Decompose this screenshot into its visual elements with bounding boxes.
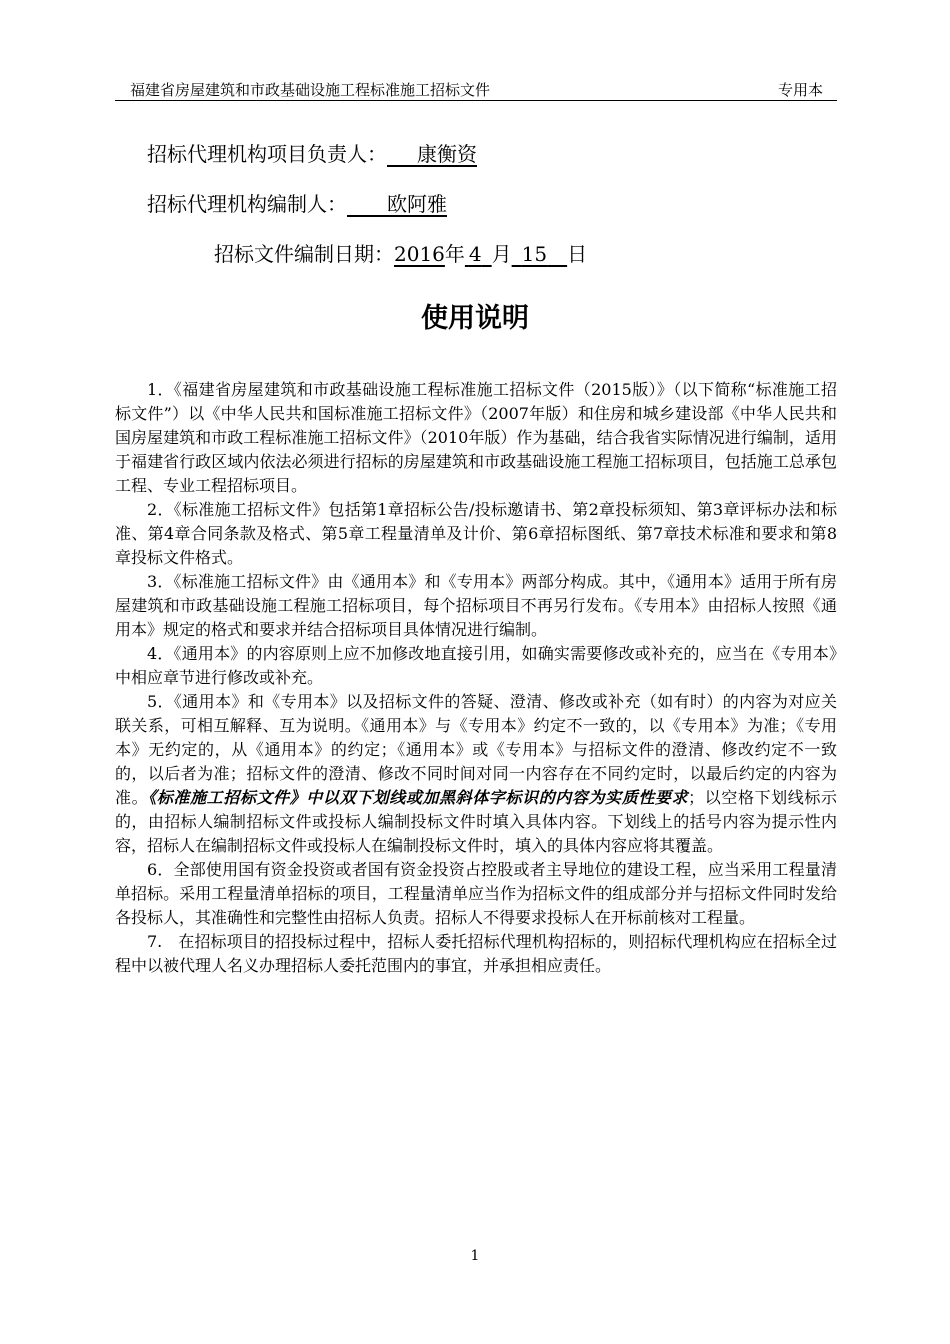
paragraph-7: 7. 在招标项目的招投标过程中，招标人委托招标代理机构招标的，则招标代理机构应在招标全过程中以被代理人名义办理招标人委托范围内的事宜，并承担相应责任。: [115, 932, 837, 975]
paragraph-6: 6．全部使用国有资金投资或者国有资金投资占控股或者主导地位的建设工程，应当采用工程量清单招标。采用工程量清单招标的项目，工程量清单应当作为招标文件的组成部分并与招标文件同时发给各投标人，其准确性和完整性由招标人负责。招标人不得要求投标人在开标前核对工程量。: [115, 860, 837, 927]
paragraph-5: [115, 690, 837, 858]
project-leader-field: [387, 142, 477, 166]
paragraph-1: 1．《福建省房屋建筑和市政基础设施工程标准施工招标文件（2015版）》（以下简称“标准施工招标文件”）以《中华人民共和国标准施工招标文件》（2007年版）和住房和城乡建设部《中华人民共和国房屋建筑和市政工程标准施工招标文件》（2010年版）作为基础，结合我省实际情况进行编制，适用于福建省行政区域内依法必须进行招标的房屋建筑和市政基础设施工程施工招标项目，包括施工总承包工程、专业工程招标项目。: [115, 380, 837, 495]
paragraph-5-intro: 5．《通用本》和《专用本》以及招标文件的答疑、澄清、修改或补充（如有时）的内容为对应关联关系，可相互解释、互为说明。《通用本》与《专用本》约定不一致的，以《专用本》为准；《专用本》无约定的，从《通用本》的约定；《通用本》或《专用本》与招标文件的澄清、修改约定不一致的，以后者为准；招标文件的澄清、修改不同时间对同一内容存在不同约定时，以最后约定的内容为准。: [115, 692, 837, 807]
usage-instructions: [115, 378, 837, 978]
date-label: 招标文件编制日期：: [214, 242, 394, 266]
date-line: [214, 238, 587, 267]
date-day: 15: [521, 242, 548, 266]
paragraph-5-emphasis: 《标准施工招标文件》中以双下划线或加黑斜体字标识的内容为实质性要求: [148, 788, 689, 807]
header-document-title: 福建省房屋建筑和市政基础设施工程标准施工招标文件: [130, 81, 491, 99]
project-leader-value: 康衡资: [417, 142, 477, 166]
page-header: [115, 78, 837, 101]
date-month: 4: [468, 242, 482, 266]
compiler-line: [147, 188, 447, 217]
header-volume-label: 专用本: [777, 81, 823, 99]
project-leader-label: 招标代理机构项目负责人：: [147, 142, 387, 166]
compiler-value: 欧阿雅: [387, 192, 447, 216]
paragraph-4: 4．《通用本》的内容原则上应不加修改地直接引用，如确实需要修改或补充的，应当在《专用本》中相应章节进行修改或补充。: [115, 644, 837, 687]
date-month-unit: 月: [491, 242, 512, 266]
paragraph-3: 3．《标准施工招标文件》由《通用本》和《专用本》两部分构成。其中，《通用本》适用于所有房屋建筑和市政基础设施工程施工招标项目，每个招标项目不再另行发布。《专用本》由招标人按照《通用本》规定的格式和要求并结合招标项目具体情况进行编制。: [115, 572, 837, 639]
compiler-label: 招标代理机构编制人：: [147, 192, 347, 216]
date-year: 2016: [394, 242, 445, 266]
date-year-unit: 年: [444, 242, 465, 266]
date-day-field: [512, 242, 567, 266]
page-title: 使用说明: [421, 303, 529, 334]
project-leader-line: [147, 138, 477, 167]
date-month-field: [465, 242, 492, 266]
paragraph-5-rest: ；以空格下划线标示的，由招标人编制招标文件或投标人编制投标文件时填入具体内容。下划线上的括号内容为提示性内容，招标人在编制招标文件或投标人在编制投标文件时，填入的具体内容应将其覆盖。: [115, 788, 837, 855]
compiler-field: [347, 192, 447, 216]
date-day-unit: 日: [567, 242, 588, 266]
page-number: 1: [470, 1248, 480, 1264]
paragraph-2: 2．《标准施工招标文件》包括第1章招标公告/投标邀请书、第2章投标须知、第3章评标办法和标准、第4章合同条款及格式、第5章工程量清单及计价、第6章招标图纸、第7章技术标准和要求和第8章投标文件格式。: [115, 500, 837, 567]
